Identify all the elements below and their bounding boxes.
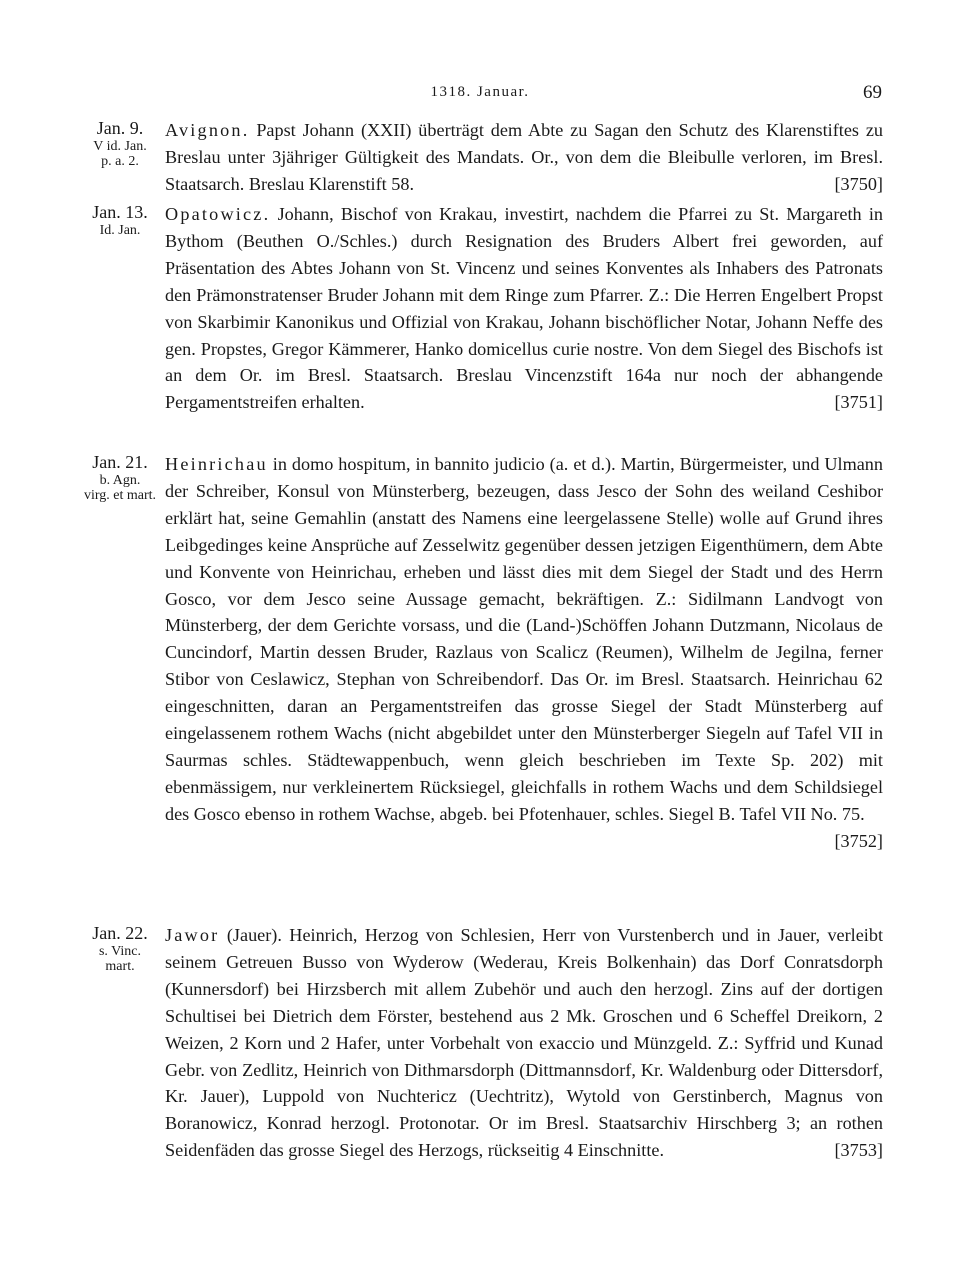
entry-body: in domo hospitum, in bannito judicio (a. et d.). Martin, Bürgermeister, und Ulmann der Schreiber, Konsul von Münsterberg, bezeugen, dass Jesco der Sohn des weiland Ceshibor erklärt hat, seine Gemahlin (anstatt des Namens eine leergelassene Stelle) wolle auf Grund ihres Leibgedinges keine Ansprüche auf Zesselwitz gegenüber dessen jetzigen Eigenthümern, dem Abte und Konvente von Heinrichau, erheben und lässt dies mit dem Siegel der Stadt und des Herrn Gosco, vor dem Jesco seine Aussage gemacht, bekräftigen. Z.: Sidilmann Landvogt von Münsterberg, der dem Gerichte vorsass, und die (Land-)Schöffen Johann Dutzmann, Nicolaus de Cuncindorf, Martin dessen Bruder, Razlaus von Scalicz (Reumen), Wilhelm de Jegilna, ferner Stibor von Ceslawicz, Stephan von Schreibendorf. Das Or. im Bresl. Staatsarch. Heinrichau 62 eingeschnitten, daran an Pergamentstreifen das grosse Siegel der Stadt Münsterberg auf eingelassenem rothem Wachs (nicht abgebildet unter den Münsterberger Siegeln auf Tafel VII in Saurmas schles. Städtewappenbuch, wenn gleich beschrieben im Texte Sp. 202) mit ebenmässigem, nur verkleinertem Rücksiegel, gleichfalls in rothem Wachs und dem Schildsiegel des Gosco ebenso in rothem Wachse, abgeb. bei Pfotenhauer, schles. Siegel B. Tafel VII No. 75. <box>165 454 883 824</box>
page-number: 69 <box>863 82 882 103</box>
entry-number: [3753] <box>834 1140 883 1161</box>
margin-date <box>80 201 160 238</box>
margin-date <box>80 117 160 169</box>
feast-day: mart. <box>105 959 135 974</box>
entry-place: Jawor <box>165 925 220 945</box>
feast-day: V id. Jan. <box>93 139 147 154</box>
entry-place: Heinrichau <box>165 454 268 474</box>
entry-text <box>165 451 883 855</box>
running-title: 1318. Januar. <box>430 84 530 100</box>
entry-number: [3750] <box>834 173 883 194</box>
feast-day: b. Agn. <box>99 473 141 488</box>
feast-day: Id. Jan. <box>99 223 141 238</box>
margin-date <box>80 922 160 974</box>
margin-date <box>80 451 160 503</box>
entry-body: Papst Johann (XXII) überträgt dem Abte zu Sagan den Schutz des Klarenstiftes zu Breslau unter 3jähriger Gültigkeit des Mandats. Or., von dem die Bleibulle verloren, im Bresl. Staatsarch. Breslau Klarenstift 58. <box>165 120 884 194</box>
entry-place: Avignon. <box>165 120 250 140</box>
entry-body: (Jauer). Heinrich, Herzog von Schlesien, Herr von Vurstenberch und in Jauer, verleibt seinem Getreuen Busso von Wyderow (Wederau, Kreis Bolkenhain) das Dorf Conratsdorph (Kunnersdorf) bei Hirzsberch mit allem Zubehör und auch den herzogl. Zins auf der dortigen Schultisei bei Dietrich dem Förster, bestehend aus 2 Mk. Groschen und 6 Scheffel Dreikorn, 2 Weizen, 2 Korn und 2 Hafer, unter Vorbehalt von exaccio und Münzgeld. Z.: Syffrid und Kunad Gebr. von Zedlitz, Heinrich von Dithmarsdorph (Dittmannsdorf, Kr. Waldenburg oder Dittersdorf, Kr. Jauer), Luppold von Nuchtericz (Uechtritz), Wytold von Gerstinberch, Magnus von Boranowicz, Konrad herzogl. Protonotar. Or im Bresl. Staatsarchiv Hirschberg 3; an rothen Seidenfäden das grosse Siegel des Herzogs, rückseitig 4 Einschnitte. <box>165 925 883 1161</box>
entry-text <box>165 922 883 1164</box>
entry-body: Johann, Bischof von Krakau, investirt, nachdem die Pfarrei zu St. Margareth in Bythom (Beuthen O./Schles.) durch Resignation des Bruders Albert frei geworden, auf Präsentation des Abtes Johann von St. Vincenz und seines Konventes als Inhabers des Patronats den Prämonstratenser Bruder Johann mit dem Ringe zum Pfarrer. Z.: Die Herren Engelbert Propst von Skarbimir Kanonikus und Offizial von Krakau, Johann bischöflicher Notar, Johann Neffe des gen. Propstes, Gregor Kämmerer, Hanko domicellus curie nostre. Von dem Siegel des Bischofs ist an dem Or. im Bresl. Staatsarch. Breslau Vincenzstift 164a nur noch der abhangende Pergamentstreifen erhalten. <box>165 204 883 413</box>
entry-date: Jan. 9. <box>96 118 144 138</box>
page-header <box>0 82 960 106</box>
entry-number: [3751] <box>834 392 883 413</box>
entry-date: Jan. 13. <box>92 202 148 222</box>
feast-day: p. a. 2. <box>101 154 139 169</box>
entry-text <box>165 201 883 416</box>
entry-number: [3752] <box>834 830 883 851</box>
feast-day: virg. et mart. <box>83 488 157 503</box>
feast-day: s. Vinc. <box>98 944 142 959</box>
entry-date: Jan. 21. <box>92 452 148 472</box>
entry-place: Opatowicz. <box>165 204 271 224</box>
entry-text <box>165 117 883 198</box>
entry-date: Jan. 22. <box>92 923 148 943</box>
